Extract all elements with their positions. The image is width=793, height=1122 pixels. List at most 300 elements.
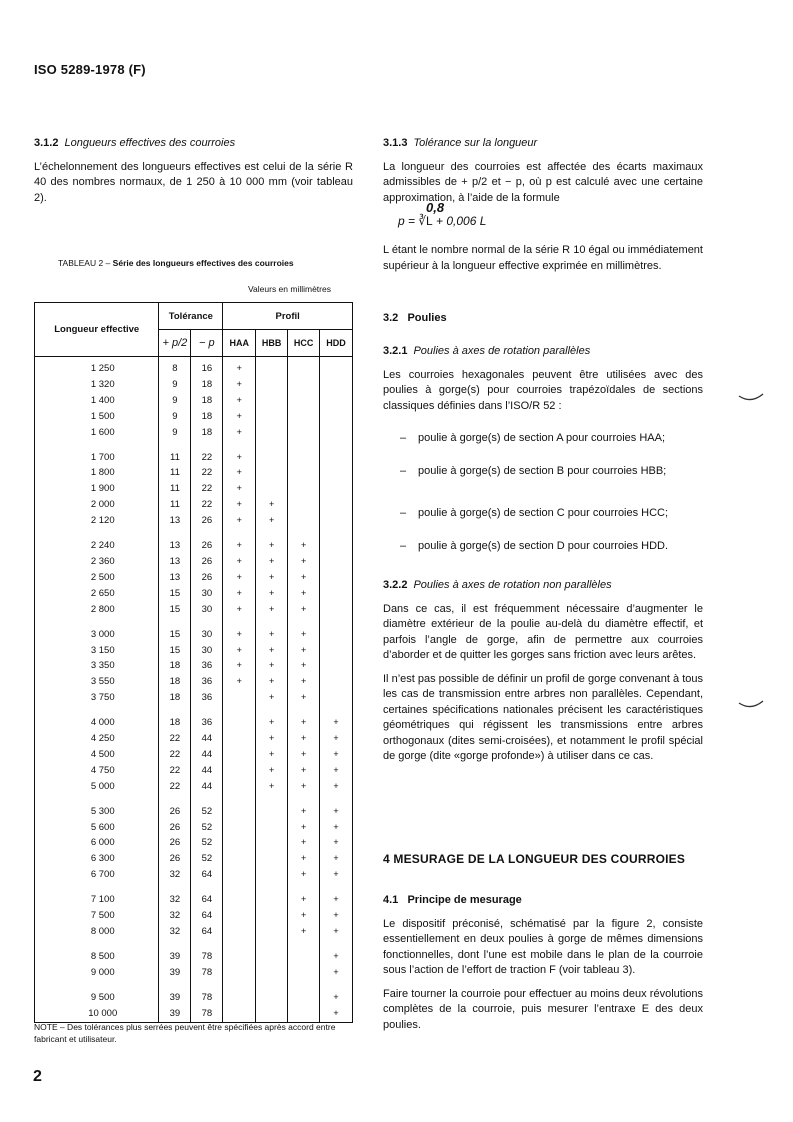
tolerance-cell: 78 bbox=[191, 990, 223, 1006]
table-cell bbox=[35, 706, 159, 715]
length-cell: 2 240 bbox=[35, 538, 159, 554]
table-cell bbox=[256, 795, 288, 804]
profile-cell bbox=[256, 892, 288, 908]
profile-cell: + bbox=[223, 570, 256, 586]
table-cell bbox=[320, 706, 353, 715]
tolerance-cell: 39 bbox=[159, 965, 191, 981]
table-row bbox=[35, 554, 353, 570]
table-row bbox=[35, 1006, 353, 1022]
table-cell bbox=[320, 795, 353, 804]
profile-cell bbox=[320, 658, 353, 674]
column-header-profile: Profil bbox=[223, 303, 353, 330]
profile-cell bbox=[320, 602, 353, 618]
table-row bbox=[35, 731, 353, 747]
length-cell: 2 800 bbox=[35, 602, 159, 618]
profile-cell bbox=[223, 924, 256, 940]
table-cell bbox=[159, 441, 191, 450]
profile-cell bbox=[320, 409, 353, 425]
tolerance-cell: 44 bbox=[191, 747, 223, 763]
profile-cell: + bbox=[256, 586, 288, 602]
table-row bbox=[35, 425, 353, 441]
tolerance-cell: 15 bbox=[159, 627, 191, 643]
section-heading: 3.2 Poulies bbox=[383, 312, 447, 324]
column-header-hbb: HBB bbox=[256, 330, 288, 357]
tolerance-cell: 9 bbox=[159, 409, 191, 425]
profile-cell bbox=[223, 731, 256, 747]
section-3-1-2 bbox=[34, 136, 353, 206]
table-cell bbox=[191, 529, 223, 538]
tolerance-cell: 22 bbox=[191, 481, 223, 497]
table-row bbox=[35, 674, 353, 690]
table-cell bbox=[223, 795, 256, 804]
tolerance-cell: 32 bbox=[159, 924, 191, 940]
table-cell bbox=[223, 529, 256, 538]
table-cell bbox=[288, 441, 320, 450]
tolerance-cell: 11 bbox=[159, 465, 191, 481]
length-cell: 1 400 bbox=[35, 393, 159, 409]
profile-cell bbox=[223, 867, 256, 883]
length-cell: 3 750 bbox=[35, 690, 159, 706]
table-cell bbox=[256, 529, 288, 538]
profile-cell: + bbox=[256, 690, 288, 706]
table-row bbox=[35, 357, 353, 377]
table-cell bbox=[320, 529, 353, 538]
list-item: – poulie à gorge(s) de section B pour courroies HBB; bbox=[400, 465, 667, 477]
profile-cell bbox=[223, 690, 256, 706]
profile-cell bbox=[288, 425, 320, 441]
table-cell bbox=[191, 883, 223, 892]
table-row bbox=[35, 763, 353, 779]
profile-cell: + bbox=[256, 715, 288, 731]
profile-cell bbox=[320, 643, 353, 659]
profile-cell: + bbox=[256, 658, 288, 674]
length-cell: 1 800 bbox=[35, 465, 159, 481]
table-cell bbox=[223, 706, 256, 715]
column-header-haa: HAA bbox=[223, 330, 256, 357]
table-row bbox=[35, 908, 353, 924]
table-cell bbox=[320, 940, 353, 949]
table-cell bbox=[320, 618, 353, 627]
length-cell: 1 250 bbox=[35, 357, 159, 377]
tolerance-cell: 44 bbox=[191, 731, 223, 747]
tolerance-cell: 22 bbox=[191, 465, 223, 481]
profile-cell bbox=[288, 450, 320, 466]
table-cell bbox=[35, 618, 159, 627]
table-cell bbox=[191, 706, 223, 715]
tolerance-cell: 36 bbox=[191, 690, 223, 706]
length-cell: 4 250 bbox=[35, 731, 159, 747]
profile-cell bbox=[320, 450, 353, 466]
tolerance-cell: 18 bbox=[191, 393, 223, 409]
profile-cell bbox=[256, 409, 288, 425]
table-body bbox=[35, 357, 353, 1023]
profile-cell bbox=[223, 820, 256, 836]
profile-cell bbox=[256, 835, 288, 851]
tolerance-cell: 52 bbox=[191, 835, 223, 851]
column-header-length: Longueur effective bbox=[35, 303, 159, 357]
profile-cell: + bbox=[288, 747, 320, 763]
section-3-1-3 bbox=[383, 136, 703, 206]
tolerance-cell: 52 bbox=[191, 804, 223, 820]
tolerance-cell: 64 bbox=[191, 867, 223, 883]
profile-cell: + bbox=[288, 867, 320, 883]
profile-cell: + bbox=[288, 820, 320, 836]
table-row bbox=[35, 949, 353, 965]
section-4-1 bbox=[383, 893, 703, 1033]
tolerance-cell: 22 bbox=[159, 779, 191, 795]
length-cell: 1 900 bbox=[35, 481, 159, 497]
profile-cell bbox=[320, 497, 353, 513]
table-row bbox=[35, 924, 353, 940]
list-item: – poulie à gorge(s) de section A pour courroies HAA; bbox=[400, 432, 666, 444]
table-cell bbox=[288, 883, 320, 892]
tolerance-cell: 18 bbox=[159, 674, 191, 690]
profile-cell bbox=[288, 1006, 320, 1022]
profile-cell: + bbox=[223, 643, 256, 659]
length-cell: 1 500 bbox=[35, 409, 159, 425]
table-row bbox=[35, 690, 353, 706]
tolerance-cell: 18 bbox=[159, 690, 191, 706]
profile-cell bbox=[256, 820, 288, 836]
profile-cell: + bbox=[223, 377, 256, 393]
profile-cell: + bbox=[320, 715, 353, 731]
table-row bbox=[35, 409, 353, 425]
paragraph: Faire tourner la courroie pour effectuer au moins deux révolutions complètes de la courroie, puis mesurer l’entraxe E des deux poulies. bbox=[383, 987, 703, 1031]
tolerance-cell: 18 bbox=[159, 658, 191, 674]
profile-cell: + bbox=[223, 538, 256, 554]
length-cell: 1 320 bbox=[35, 377, 159, 393]
table-row bbox=[35, 465, 353, 481]
paragraph: L’échelonnement des longueurs effectives est celui de la série R 40 des nombres normaux, de 1 250 à 10 000 mm (voir tableau 2). bbox=[34, 160, 353, 204]
profile-cell: + bbox=[256, 554, 288, 570]
length-cell: 9 500 bbox=[35, 990, 159, 1006]
profile-cell: + bbox=[223, 586, 256, 602]
length-cell: 9 000 bbox=[35, 965, 159, 981]
length-cell: 3 550 bbox=[35, 674, 159, 690]
profile-cell: + bbox=[223, 393, 256, 409]
table-cell bbox=[35, 441, 159, 450]
tolerance-cell: 22 bbox=[159, 763, 191, 779]
table-cell bbox=[191, 618, 223, 627]
profile-cell: + bbox=[288, 674, 320, 690]
tolerance-cell: 18 bbox=[191, 377, 223, 393]
profile-cell bbox=[288, 949, 320, 965]
table-cell bbox=[256, 441, 288, 450]
tolerance-cell: 30 bbox=[191, 602, 223, 618]
profile-cell bbox=[320, 513, 353, 529]
table-row bbox=[35, 715, 353, 731]
column-header-tol-minus: − p bbox=[191, 330, 223, 357]
tolerance-cell: 13 bbox=[159, 538, 191, 554]
section-3-2 bbox=[383, 311, 703, 327]
tolerance-cell: 9 bbox=[159, 393, 191, 409]
length-cell: 3 000 bbox=[35, 627, 159, 643]
table-row bbox=[35, 804, 353, 820]
table-cell bbox=[159, 795, 191, 804]
tolerance-cell: 78 bbox=[191, 1006, 223, 1022]
tolerance-cell: 11 bbox=[159, 481, 191, 497]
profile-cell bbox=[256, 867, 288, 883]
profile-cell bbox=[320, 538, 353, 554]
tolerance-cell: 11 bbox=[159, 497, 191, 513]
profile-cell bbox=[223, 892, 256, 908]
table-gap-row bbox=[35, 529, 353, 538]
table-cell bbox=[256, 706, 288, 715]
table-cell bbox=[35, 883, 159, 892]
tolerance-cell: 26 bbox=[191, 554, 223, 570]
section-4-heading: 4 MESURAGE DE LA LONGUEUR DES COURROIES bbox=[383, 852, 686, 866]
profile-cell bbox=[320, 357, 353, 377]
profile-cell bbox=[288, 481, 320, 497]
tolerance-cell: 39 bbox=[159, 990, 191, 1006]
profile-cell bbox=[288, 409, 320, 425]
profile-cell: + bbox=[223, 357, 256, 377]
length-cell: 4 750 bbox=[35, 763, 159, 779]
column-header-tol-plus: + p/2 bbox=[159, 330, 191, 357]
tolerance-cell: 64 bbox=[191, 908, 223, 924]
column-header-hdd: HDD bbox=[320, 330, 353, 357]
tolerance-formula: p = ∛L + 0,006 L bbox=[398, 214, 487, 228]
profile-cell bbox=[288, 513, 320, 529]
profile-cell bbox=[256, 425, 288, 441]
table-cell bbox=[35, 981, 159, 990]
length-cell: 8 000 bbox=[35, 924, 159, 940]
profile-cell: + bbox=[288, 658, 320, 674]
tolerance-cell: 22 bbox=[159, 731, 191, 747]
profile-cell: + bbox=[288, 835, 320, 851]
length-cell: 8 500 bbox=[35, 949, 159, 965]
section-heading: 3.1.2 Longueurs effectives des courroies bbox=[34, 137, 236, 149]
tolerance-cell: 26 bbox=[159, 835, 191, 851]
profile-cell bbox=[223, 949, 256, 965]
profile-cell: + bbox=[288, 602, 320, 618]
profile-cell bbox=[288, 465, 320, 481]
table-gap-row bbox=[35, 940, 353, 949]
profile-cell bbox=[223, 990, 256, 1006]
tolerance-cell: 30 bbox=[191, 627, 223, 643]
profile-cell bbox=[288, 990, 320, 1006]
tolerance-cell: 36 bbox=[191, 674, 223, 690]
table-row bbox=[35, 586, 353, 602]
profile-cell bbox=[288, 357, 320, 377]
column-header-hcc: HCC bbox=[288, 330, 320, 357]
length-cell: 2 650 bbox=[35, 586, 159, 602]
profile-cell bbox=[320, 465, 353, 481]
profile-cell bbox=[256, 908, 288, 924]
length-cell: 6 000 bbox=[35, 835, 159, 851]
tolerance-cell: 64 bbox=[191, 892, 223, 908]
tolerance-cell: 32 bbox=[159, 892, 191, 908]
table-cell bbox=[288, 981, 320, 990]
table-cell bbox=[159, 883, 191, 892]
profile-cell bbox=[320, 586, 353, 602]
length-cell: 2 360 bbox=[35, 554, 159, 570]
table-row bbox=[35, 538, 353, 554]
tolerance-cell: 13 bbox=[159, 554, 191, 570]
length-cell: 2 000 bbox=[35, 497, 159, 513]
tolerance-cell: 26 bbox=[191, 538, 223, 554]
table-row bbox=[35, 602, 353, 618]
profile-cell: + bbox=[320, 779, 353, 795]
table-row bbox=[35, 851, 353, 867]
profile-cell bbox=[223, 715, 256, 731]
profile-cell bbox=[223, 747, 256, 763]
profile-cell: + bbox=[223, 425, 256, 441]
profile-cell: + bbox=[288, 586, 320, 602]
length-cell: 2 500 bbox=[35, 570, 159, 586]
tolerance-cell: 15 bbox=[159, 643, 191, 659]
length-cell: 6 300 bbox=[35, 851, 159, 867]
profile-cell: + bbox=[320, 851, 353, 867]
table-gap-row bbox=[35, 795, 353, 804]
profile-cell: + bbox=[320, 747, 353, 763]
profile-cell: + bbox=[256, 674, 288, 690]
tolerance-cell: 18 bbox=[159, 715, 191, 731]
profile-cell: + bbox=[223, 409, 256, 425]
profile-cell bbox=[223, 763, 256, 779]
list-item: – poulie à gorge(s) de section C pour courroies HCC; bbox=[400, 507, 669, 519]
profile-cell bbox=[223, 779, 256, 795]
profile-cell bbox=[256, 965, 288, 981]
profile-cell: + bbox=[223, 627, 256, 643]
table-row bbox=[35, 965, 353, 981]
tolerance-cell: 39 bbox=[159, 1006, 191, 1022]
profile-cell: + bbox=[320, 924, 353, 940]
paragraph: La longueur des courroies est affectée des écarts maximaux admissibles de + p/2 et − p, où p est calculé avec une certaine approximation, à l’aide de la formule bbox=[383, 160, 703, 204]
length-cell: 4 500 bbox=[35, 747, 159, 763]
profile-cell bbox=[256, 949, 288, 965]
profile-cell bbox=[288, 965, 320, 981]
profile-cell: + bbox=[288, 763, 320, 779]
table-cell bbox=[320, 883, 353, 892]
table-cell bbox=[256, 940, 288, 949]
tolerance-cell: 32 bbox=[159, 867, 191, 883]
section-heading: 4.1 Principe de mesurage bbox=[383, 894, 522, 906]
table-cell bbox=[256, 618, 288, 627]
profile-cell bbox=[223, 965, 256, 981]
table-row bbox=[35, 658, 353, 674]
table-row bbox=[35, 393, 353, 409]
tolerance-cell: 13 bbox=[159, 570, 191, 586]
profile-cell: + bbox=[288, 892, 320, 908]
table-cell bbox=[256, 981, 288, 990]
profile-cell bbox=[288, 377, 320, 393]
table-cell bbox=[288, 529, 320, 538]
profile-cell: + bbox=[256, 747, 288, 763]
binding-mark-icon bbox=[738, 700, 764, 710]
table-row bbox=[35, 990, 353, 1006]
table-row bbox=[35, 450, 353, 466]
tolerance-cell: 15 bbox=[159, 586, 191, 602]
profile-cell: + bbox=[320, 804, 353, 820]
table-row bbox=[35, 892, 353, 908]
profile-cell bbox=[320, 377, 353, 393]
profile-cell: + bbox=[256, 731, 288, 747]
profile-cell: + bbox=[223, 658, 256, 674]
table-gap-row bbox=[35, 706, 353, 715]
profile-cell: + bbox=[320, 949, 353, 965]
column-header-tolerance: Tolérance bbox=[159, 303, 223, 330]
profile-cell: + bbox=[320, 731, 353, 747]
table-cell bbox=[288, 706, 320, 715]
profile-cell bbox=[256, 357, 288, 377]
list-item: – poulie à gorge(s) de section D pour courroies HDD. bbox=[400, 540, 669, 552]
profile-cell bbox=[320, 554, 353, 570]
profile-cell bbox=[256, 393, 288, 409]
profile-cell: + bbox=[288, 924, 320, 940]
profile-cell bbox=[320, 627, 353, 643]
tolerance-cell: 11 bbox=[159, 450, 191, 466]
profile-cell bbox=[256, 481, 288, 497]
profile-cell: + bbox=[288, 570, 320, 586]
profile-cell bbox=[256, 804, 288, 820]
table-cell bbox=[35, 529, 159, 538]
table-cell bbox=[320, 441, 353, 450]
profile-cell bbox=[288, 497, 320, 513]
profile-cell bbox=[288, 393, 320, 409]
profile-cell: + bbox=[256, 627, 288, 643]
profile-cell: + bbox=[288, 908, 320, 924]
tolerance-cell: 44 bbox=[191, 763, 223, 779]
profile-cell bbox=[256, 990, 288, 1006]
table-row bbox=[35, 513, 353, 529]
table-cell bbox=[159, 981, 191, 990]
length-cell: 5 300 bbox=[35, 804, 159, 820]
table-caption: TABLEAU 2 – Série des longueurs effectives des courroies bbox=[58, 258, 294, 268]
table-row bbox=[35, 867, 353, 883]
table-cell bbox=[159, 706, 191, 715]
section-3-2-2 bbox=[383, 578, 703, 765]
profile-cell: + bbox=[256, 779, 288, 795]
length-cell: 1 700 bbox=[35, 450, 159, 466]
tolerance-cell: 26 bbox=[191, 513, 223, 529]
table-row bbox=[35, 835, 353, 851]
profile-cell: + bbox=[288, 538, 320, 554]
length-cell: 3 150 bbox=[35, 643, 159, 659]
table-row bbox=[35, 377, 353, 393]
table-cell bbox=[159, 618, 191, 627]
tolerance-cell: 9 bbox=[159, 377, 191, 393]
profile-cell: + bbox=[256, 602, 288, 618]
profile-cell: + bbox=[288, 715, 320, 731]
profile-cell bbox=[256, 851, 288, 867]
profile-cell: + bbox=[320, 908, 353, 924]
length-cell: 10 000 bbox=[35, 1006, 159, 1022]
profile-cell: + bbox=[288, 627, 320, 643]
table-cell bbox=[288, 940, 320, 949]
tolerance-cell: 13 bbox=[159, 513, 191, 529]
profile-cell: + bbox=[223, 497, 256, 513]
profile-cell: + bbox=[320, 892, 353, 908]
profile-cell: + bbox=[256, 570, 288, 586]
profile-cell bbox=[320, 393, 353, 409]
profile-cell bbox=[320, 425, 353, 441]
profile-cell bbox=[223, 835, 256, 851]
profile-cell: + bbox=[256, 538, 288, 554]
belt-length-table bbox=[34, 302, 353, 1023]
tolerance-cell: 30 bbox=[191, 643, 223, 659]
profile-cell bbox=[256, 924, 288, 940]
table-cell bbox=[223, 940, 256, 949]
table-cell bbox=[191, 441, 223, 450]
tolerance-cell: 30 bbox=[191, 586, 223, 602]
tolerance-cell: 18 bbox=[191, 409, 223, 425]
table-row bbox=[35, 627, 353, 643]
profile-cell: + bbox=[256, 513, 288, 529]
length-cell: 6 700 bbox=[35, 867, 159, 883]
table-cell bbox=[320, 981, 353, 990]
profile-cell bbox=[223, 851, 256, 867]
